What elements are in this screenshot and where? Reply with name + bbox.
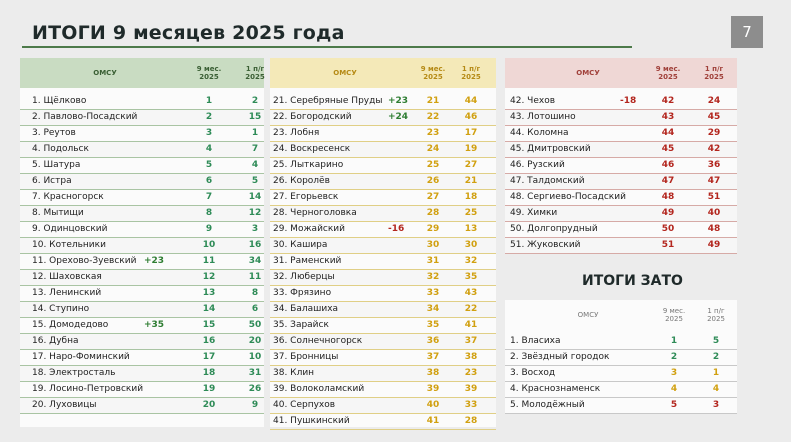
- row-rank-first-half: 3: [712, 400, 720, 410]
- row-name: 3. Реутов: [32, 128, 76, 138]
- zato-table: [505, 300, 737, 413]
- ranking-table-2: [270, 58, 496, 427]
- table-row: [505, 142, 737, 158]
- row-rank-first-half: 15: [248, 112, 262, 122]
- row-rank-9-months: 7: [205, 192, 213, 202]
- row-rank-9-months: 30: [426, 240, 440, 250]
- table-row: [505, 238, 737, 254]
- table-row: [505, 174, 737, 190]
- row-name: 44. Коломна: [510, 128, 569, 138]
- row-rank-9-months: 2: [670, 352, 678, 362]
- header-9-months-line1: 9 мес.: [655, 65, 681, 73]
- row-name: 8. Мытищи: [32, 208, 84, 218]
- row-rank-first-half: 5: [251, 176, 259, 186]
- row-name: 31. Раменский: [273, 256, 342, 266]
- table-row: [505, 206, 737, 222]
- table-row: [270, 142, 496, 158]
- row-rank-9-months: 44: [661, 128, 675, 138]
- row-delta: +24: [388, 112, 409, 122]
- row-name: 6. Истра: [32, 176, 72, 186]
- row-rank-first-half: 11: [248, 272, 262, 282]
- header-9-months-line2: 2025: [199, 73, 219, 81]
- row-delta: -16: [388, 224, 405, 234]
- row-rank-first-half: 16: [248, 240, 262, 250]
- row-name: 29. Можайский: [273, 224, 345, 234]
- row-rank-first-half: 46: [464, 112, 478, 122]
- row-name: 4. Подольск: [32, 144, 89, 154]
- row-rank-9-months: 5: [670, 400, 678, 410]
- row-rank-first-half: 37: [464, 336, 478, 346]
- row-rank-first-half: 49: [707, 240, 721, 250]
- row-rank-9-months: 3: [670, 368, 678, 378]
- row-rank-9-months: 32: [426, 272, 440, 282]
- row-rank-9-months: 46: [661, 160, 675, 170]
- row-rank-9-months: 38: [426, 368, 440, 378]
- table-row: [270, 174, 496, 190]
- row-rank-9-months: 24: [426, 144, 440, 154]
- table-row: [270, 126, 496, 142]
- row-rank-first-half: 19: [464, 144, 478, 154]
- row-rank-9-months: 34: [426, 304, 440, 314]
- table-row: [270, 254, 496, 270]
- row-name: 50. Долгопрудный: [510, 224, 598, 234]
- row-delta: +35: [144, 320, 165, 330]
- row-rank-first-half: 13: [464, 224, 478, 234]
- table-row: [270, 414, 496, 430]
- table-row: [505, 158, 737, 174]
- row-rank-9-months: 4: [205, 144, 213, 154]
- row-rank-first-half: 20: [248, 336, 262, 346]
- table-row: [20, 238, 264, 254]
- table-row: [20, 126, 264, 142]
- row-name: 14. Ступино: [32, 304, 90, 314]
- table-row: [505, 350, 737, 366]
- row-name: 48. Сергиево-Посадский: [510, 192, 626, 202]
- row-rank-9-months: 23: [426, 128, 440, 138]
- header-9-months-line2: 2025: [658, 73, 678, 81]
- row-rank-9-months: 15: [202, 320, 216, 330]
- row-name: 24. Воскресенск: [273, 144, 351, 154]
- row-rank-9-months: 36: [426, 336, 440, 346]
- row-name: 20. Луховицы: [32, 400, 97, 410]
- row-name: 2. Звёздный городок: [510, 352, 610, 362]
- row-rank-first-half: 24: [707, 96, 721, 106]
- table-row: [505, 222, 737, 238]
- row-rank-first-half: 28: [464, 416, 478, 426]
- row-divider: [505, 253, 737, 254]
- header-9-months: [194, 65, 224, 81]
- header-omsu: ОМСУ: [333, 69, 357, 77]
- row-rank-first-half: 45: [707, 112, 721, 122]
- table-row: [270, 238, 496, 254]
- row-rank-first-half: 7: [251, 144, 259, 154]
- table-row: [20, 142, 264, 158]
- row-rank-first-half: 10: [248, 352, 262, 362]
- row-rank-first-half: 23: [464, 368, 478, 378]
- row-rank-first-half: 43: [464, 288, 478, 298]
- ranking-table-1: [20, 58, 264, 427]
- header-9-months-line1: 9 мес.: [196, 65, 222, 73]
- row-rank-first-half: 5: [712, 336, 720, 346]
- row-name: 12. Шаховская: [32, 272, 102, 282]
- row-rank-9-months: 13: [202, 288, 216, 298]
- row-rank-9-months: 10: [202, 240, 216, 250]
- row-name: 38. Клин: [273, 368, 315, 378]
- row-rank-first-half: 6: [251, 304, 259, 314]
- row-name: 34. Балашиха: [273, 304, 339, 314]
- row-name: 49. Химки: [510, 208, 558, 218]
- row-rank-first-half: 41: [464, 320, 478, 330]
- header-omsu: ОМСУ: [93, 69, 117, 77]
- header-9-months: [418, 65, 448, 81]
- table-row: [20, 190, 264, 206]
- row-rank-first-half: 3: [251, 224, 259, 234]
- header-9-months: [659, 307, 689, 323]
- header-first-half: [701, 307, 731, 323]
- row-rank-9-months: 51: [661, 240, 675, 250]
- row-rank-first-half: 40: [707, 208, 721, 218]
- row-rank-first-half: 12: [248, 208, 262, 218]
- row-rank-9-months: 28: [426, 208, 440, 218]
- row-rank-9-months: 1: [670, 336, 678, 346]
- row-name: 9. Одинцовский: [32, 224, 108, 234]
- row-rank-first-half: 29: [707, 128, 721, 138]
- page-title: ИТОГИ 9 месяцев 2025 года: [32, 22, 345, 44]
- row-rank-first-half: 22: [464, 304, 478, 314]
- row-rank-9-months: 48: [661, 192, 675, 202]
- row-rank-first-half: 17: [464, 128, 478, 138]
- header-first-half-line1: 1 п/г: [461, 65, 481, 73]
- row-rank-first-half: 35: [464, 272, 478, 282]
- table-row: [20, 158, 264, 174]
- row-rank-9-months: 37: [426, 352, 440, 362]
- table-row: [505, 398, 737, 414]
- row-name: 1. Власиха: [510, 336, 561, 346]
- table-row: [270, 382, 496, 398]
- row-rank-first-half: 39: [464, 384, 478, 394]
- table-row: [505, 334, 737, 350]
- row-rank-first-half: 42: [707, 144, 721, 154]
- table-row: [20, 222, 264, 238]
- table-row: [270, 222, 496, 238]
- header-first-half-line1: 1 п/г: [707, 307, 725, 315]
- row-rank-9-months: 35: [426, 320, 440, 330]
- row-name: 40. Серпухов: [273, 400, 336, 410]
- table-row: [270, 206, 496, 222]
- table-row: [505, 366, 737, 382]
- row-rank-9-months: 8: [205, 208, 213, 218]
- table-row: [270, 350, 496, 366]
- page-number: 7: [731, 16, 763, 48]
- row-rank-9-months: 9: [205, 224, 213, 234]
- table-row: [20, 206, 264, 222]
- zato-title: ИТОГИ ЗАТО: [582, 273, 683, 289]
- row-name: 23. Лобня: [273, 128, 320, 138]
- table-row: [20, 174, 264, 190]
- row-rank-9-months: 41: [426, 416, 440, 426]
- row-rank-first-half: 18: [464, 192, 478, 202]
- row-name: 30. Кашира: [273, 240, 328, 250]
- table-row: [270, 110, 496, 126]
- header-omsu: ОМСУ: [576, 69, 600, 77]
- row-name: 21. Серебряные Пруды: [273, 96, 383, 106]
- row-name: 19. Лосино-Петровский: [32, 384, 144, 394]
- row-name: 5. Молодёжный: [510, 400, 585, 410]
- row-rank-first-half: 33: [464, 400, 478, 410]
- header-9-months-line1: 9 мес.: [420, 65, 446, 73]
- row-rank-first-half: 2: [251, 96, 259, 106]
- row-name: 26. Королёв: [273, 176, 330, 186]
- row-rank-9-months: 19: [202, 384, 216, 394]
- row-name: 51. Жуковский: [510, 240, 581, 250]
- row-name: 17. Наро-Фоминский: [32, 352, 130, 362]
- table-row: [505, 190, 737, 206]
- row-name: 42. Чехов: [510, 96, 556, 106]
- table-row: [270, 334, 496, 350]
- table-row: [270, 318, 496, 334]
- row-divider: [270, 429, 496, 430]
- row-name: 37. Бронницы: [273, 352, 339, 362]
- row-name: 13. Ленинский: [32, 288, 102, 298]
- row-name: 7. Красногорск: [32, 192, 104, 202]
- row-rank-9-months: 43: [661, 112, 675, 122]
- table-row: [20, 398, 264, 414]
- row-name: 32. Люберцы: [273, 272, 335, 282]
- table-row: [270, 190, 496, 206]
- row-rank-9-months: 5: [205, 160, 213, 170]
- header-first-half-line1: 1 п/г: [245, 65, 265, 73]
- row-name: 41. Пушкинский: [273, 416, 350, 426]
- row-rank-first-half: 36: [707, 160, 721, 170]
- row-rank-9-months: 29: [426, 224, 440, 234]
- row-rank-first-half: 26: [248, 384, 262, 394]
- row-rank-9-months: 6: [205, 176, 213, 186]
- row-rank-9-months: 4: [670, 384, 678, 394]
- header-first-half-line2: 2025: [704, 73, 724, 81]
- header-9-months-line2: 2025: [423, 73, 443, 81]
- row-divider: [20, 413, 264, 414]
- row-rank-first-half: 4: [251, 160, 259, 170]
- table-row: [20, 302, 264, 318]
- row-rank-first-half: 48: [707, 224, 721, 234]
- row-rank-9-months: 49: [661, 208, 675, 218]
- row-name: 4. Краснознаменск: [510, 384, 601, 394]
- table-row: [20, 350, 264, 366]
- row-rank-9-months: 22: [426, 112, 440, 122]
- row-rank-first-half: 1: [251, 128, 259, 138]
- header-first-half-line2: 2025: [461, 73, 481, 81]
- table-header: [270, 58, 496, 88]
- row-name: 11. Орехово-Зуевский: [32, 256, 137, 266]
- row-name: 5. Шатура: [32, 160, 81, 170]
- table-row: [270, 286, 496, 302]
- table-row: [20, 270, 264, 286]
- row-name: 28. Черноголовка: [273, 208, 357, 218]
- row-name: 36. Солнечногорск: [273, 336, 363, 346]
- row-name: 22. Богородский: [273, 112, 352, 122]
- row-rank-9-months: 40: [426, 400, 440, 410]
- table-row: [20, 110, 264, 126]
- row-rank-9-months: 16: [202, 336, 216, 346]
- row-delta: +23: [388, 96, 409, 106]
- row-rank-first-half: 44: [464, 96, 478, 106]
- row-name: 47. Талдомский: [510, 176, 585, 186]
- row-rank-9-months: 50: [661, 224, 675, 234]
- ranking-table-3: [505, 58, 737, 253]
- row-rank-9-months: 45: [661, 144, 675, 154]
- row-rank-9-months: 11: [202, 256, 216, 266]
- row-rank-first-half: 25: [464, 208, 478, 218]
- row-name: 39. Волоколамский: [273, 384, 365, 394]
- table-row: [270, 366, 496, 382]
- table-row: [270, 398, 496, 414]
- table-row: [20, 318, 264, 334]
- table-header: [505, 300, 737, 330]
- row-name: 46. Рузский: [510, 160, 565, 170]
- row-rank-first-half: 34: [248, 256, 262, 266]
- row-rank-first-half: 30: [464, 240, 478, 250]
- row-delta: +23: [144, 256, 165, 266]
- row-rank-first-half: 50: [248, 320, 262, 330]
- row-rank-first-half: 47: [707, 176, 721, 186]
- header-9-months-line2: 2025: [665, 315, 683, 323]
- row-rank-first-half: 32: [464, 256, 478, 266]
- row-rank-9-months: 25: [426, 160, 440, 170]
- row-name: 43. Лотошино: [510, 112, 576, 122]
- row-rank-first-half: 38: [464, 352, 478, 362]
- row-name: 10. Котельники: [32, 240, 106, 250]
- row-rank-9-months: 27: [426, 192, 440, 202]
- header-first-half-line2: 2025: [245, 73, 265, 81]
- table-row: [270, 94, 496, 110]
- row-rank-9-months: 39: [426, 384, 440, 394]
- row-rank-9-months: 20: [202, 400, 216, 410]
- table-row: [20, 382, 264, 398]
- row-name: 25. Лыткарино: [273, 160, 344, 170]
- row-name: 45. Дмитровский: [510, 144, 591, 154]
- row-name: 3. Восход: [510, 368, 556, 378]
- row-rank-9-months: 31: [426, 256, 440, 266]
- row-rank-first-half: 9: [251, 400, 259, 410]
- row-rank-9-months: 3: [205, 128, 213, 138]
- row-rank-9-months: 17: [202, 352, 216, 362]
- table-row: [270, 158, 496, 174]
- row-rank-first-half: 51: [707, 192, 721, 202]
- title-underline: [22, 46, 632, 48]
- table-row: [505, 382, 737, 398]
- row-rank-first-half: 31: [248, 368, 262, 378]
- row-rank-9-months: 1: [205, 96, 213, 106]
- header-9-months: [653, 65, 683, 81]
- table-row: [20, 334, 264, 350]
- row-rank-first-half: 2: [712, 352, 720, 362]
- table-row: [505, 126, 737, 142]
- row-name: 27. Егорьевск: [273, 192, 339, 202]
- table-row: [270, 302, 496, 318]
- row-rank-9-months: 2: [205, 112, 213, 122]
- row-rank-first-half: 1: [712, 368, 720, 378]
- table-row: [505, 94, 737, 110]
- table-row: [20, 366, 264, 382]
- table-header: [20, 58, 264, 88]
- row-rank-9-months: 14: [202, 304, 216, 314]
- header-first-half: [699, 65, 729, 81]
- row-rank-9-months: 47: [661, 176, 675, 186]
- table-row: [20, 254, 264, 270]
- row-name: 2. Павлово-Посадский: [32, 112, 138, 122]
- header-first-half-line2: 2025: [707, 315, 725, 323]
- row-rank-first-half: 27: [464, 160, 478, 170]
- table-header: [505, 58, 737, 88]
- row-rank-9-months: 12: [202, 272, 216, 282]
- row-name: 1. Щёлково: [32, 96, 87, 106]
- table-row: [505, 110, 737, 126]
- table-row: [20, 286, 264, 302]
- table-row: [270, 270, 496, 286]
- row-name: 16. Дубна: [32, 336, 79, 346]
- row-rank-first-half: 4: [712, 384, 720, 394]
- row-rank-first-half: 21: [464, 176, 478, 186]
- header-9-months-line1: 9 мес.: [662, 307, 686, 315]
- row-name: 15. Домодедово: [32, 320, 109, 330]
- row-rank-9-months: 21: [426, 96, 440, 106]
- header-first-half: [240, 65, 270, 81]
- row-rank-9-months: 18: [202, 368, 216, 378]
- row-rank-9-months: 33: [426, 288, 440, 298]
- row-name: 18. Электросталь: [32, 368, 116, 378]
- row-rank-9-months: 42: [661, 96, 675, 106]
- header-first-half: [456, 65, 486, 81]
- row-rank-first-half: 8: [251, 288, 259, 298]
- row-name: 33. Фрязино: [273, 288, 332, 298]
- row-rank-first-half: 14: [248, 192, 262, 202]
- row-divider: [505, 413, 737, 414]
- row-rank-9-months: 26: [426, 176, 440, 186]
- header-omsu: ОМСУ: [577, 311, 599, 319]
- table-row: [20, 94, 264, 110]
- row-name: 35. Зарайск: [273, 320, 329, 330]
- row-delta: -18: [620, 96, 637, 106]
- header-first-half-line1: 1 п/г: [704, 65, 724, 73]
